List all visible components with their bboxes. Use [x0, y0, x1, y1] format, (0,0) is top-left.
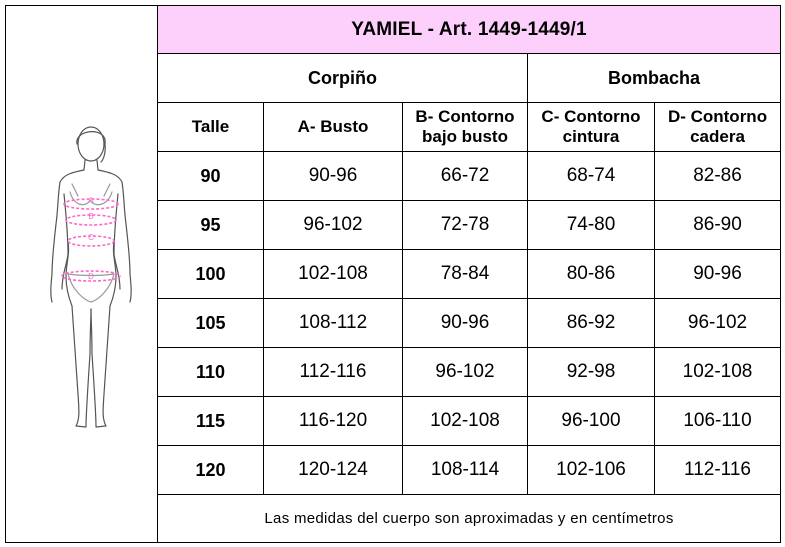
cintura-value: 92-98 [528, 348, 655, 397]
column-header-busto: A- Busto [264, 103, 403, 152]
column-header-bajo-busto: B- Contorno bajo busto [403, 103, 528, 152]
busto-value: 120-124 [264, 446, 403, 495]
figure-panel [5, 5, 158, 543]
cadera-value: 96-102 [655, 299, 781, 348]
table-row [158, 201, 781, 250]
column-header-talle: Talle [158, 103, 264, 152]
group-header-bombacha: Bombacha [528, 54, 781, 103]
bajo-busto-value: 72-78 [403, 201, 528, 250]
marker-d: D [88, 272, 94, 281]
busto-value: 108-112 [264, 299, 403, 348]
busto-value: 102-108 [264, 250, 403, 299]
size-value: 105 [158, 299, 264, 348]
size-value: 95 [158, 201, 264, 250]
busto-value: 90-96 [264, 152, 403, 201]
size-value: 115 [158, 397, 264, 446]
cadera-value: 90-96 [655, 250, 781, 299]
footer-note: Las medidas del cuerpo son aproximadas y en centímetros [158, 495, 781, 543]
bajo-busto-value: 102-108 [403, 397, 528, 446]
busto-value: 112-116 [264, 348, 403, 397]
table-row [158, 152, 781, 201]
bajo-busto-value: 90-96 [403, 299, 528, 348]
cadera-value: 106-110 [655, 397, 781, 446]
size-value: 110 [158, 348, 264, 397]
bajo-busto-value: 78-84 [403, 250, 528, 299]
table-row [158, 348, 781, 397]
cintura-value: 68-74 [528, 152, 655, 201]
table-row [158, 250, 781, 299]
cadera-value: 112-116 [655, 446, 781, 495]
size-value: 120 [158, 446, 264, 495]
bajo-busto-value: 66-72 [403, 152, 528, 201]
marker-b: B [88, 212, 94, 221]
group-header-corpino: Corpiño [158, 54, 528, 103]
cadera-value: 82-86 [655, 152, 781, 201]
marker-a: A [88, 196, 94, 205]
cadera-value: 102-108 [655, 348, 781, 397]
busto-value: 96-102 [264, 201, 403, 250]
column-header-cintura: C- Contorno cintura [528, 103, 655, 152]
busto-value: 116-120 [264, 397, 403, 446]
size-table [157, 5, 781, 543]
column-header-row [158, 103, 781, 152]
bajo-busto-value: 96-102 [403, 348, 528, 397]
cintura-value: 102-106 [528, 446, 655, 495]
size-value: 90 [158, 152, 264, 201]
table-row [158, 397, 781, 446]
cintura-value: 96-100 [528, 397, 655, 446]
table-title: YAMIEL - Art. 1449-1449/1 [158, 6, 781, 54]
marker-c: C [88, 233, 94, 242]
cintura-value: 86-92 [528, 299, 655, 348]
cadera-value: 86-90 [655, 201, 781, 250]
cintura-value: 80-86 [528, 250, 655, 299]
bajo-busto-value: 108-114 [403, 446, 528, 495]
column-header-cadera: D- Contorno cadera [655, 103, 781, 152]
size-value: 100 [158, 250, 264, 299]
table-row [158, 299, 781, 348]
cintura-value: 74-80 [528, 201, 655, 250]
body-measurement-figure-icon [46, 124, 136, 434]
table-row [158, 446, 781, 495]
